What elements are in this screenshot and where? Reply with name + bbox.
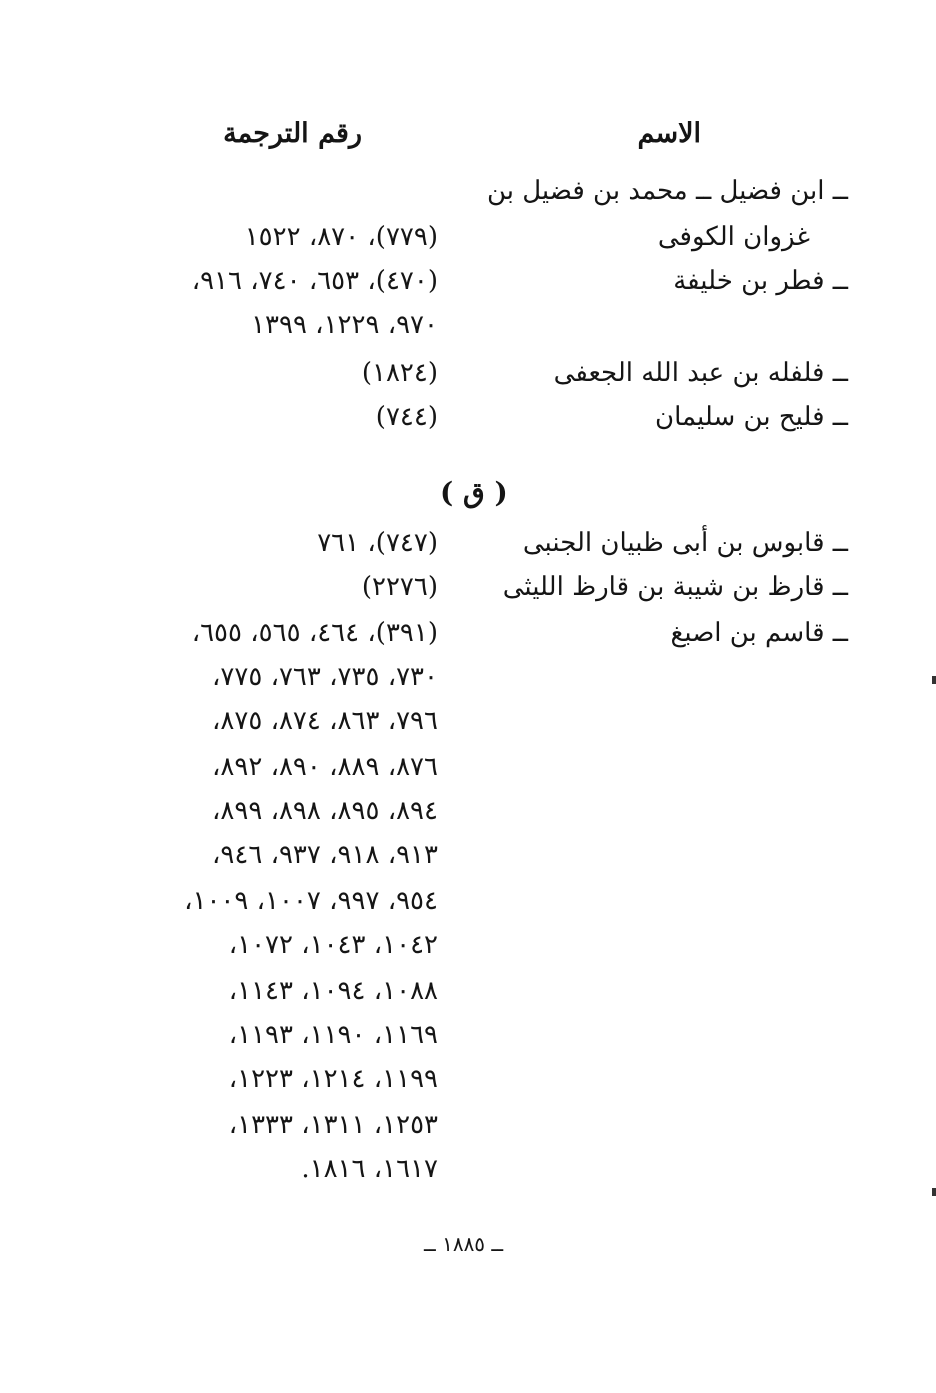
entry-numbers: ٧٩٦، ٨٦٣، ٨٧٤، ٨٧٥، [212,706,438,736]
entry-name: ــ فطر بن خليفة [673,266,848,296]
entry-name: ــ قارظ بن شيبة بن قارظ الليثى [502,572,848,602]
entry-numbers: ١٠٤٢، ١٠٤٣، ١٠٧٢، [228,930,438,960]
entry-numbers: ٩١٣، ٩١٨، ٩٣٧، ٩٤٦، [212,840,438,870]
entry-name: ــ فليح بن سليمان [654,402,848,432]
section-heading: ( ق ) [440,476,508,509]
entry-numbers: (١٨٢٤) [361,358,438,388]
entry-numbers: ٨٧٦، ٨٨٩، ٨٩٠، ٨٩٢، [212,752,438,782]
entry-name: ــ فلفله بن عبد الله الجعفى [553,358,848,388]
entry-numbers: (٢٢٧٦) [361,572,438,602]
entry-numbers: ٩٥٤، ٩٩٧، ١٠٠٧، ١٠٠٩، [184,886,438,916]
entry-numbers: (٣٩١)، ٤٦٤، ٥٦٥، ٦٥٥، [191,618,438,648]
entry-numbers: (٧٧٩)، ٨٧٠، ١٥٢٢ [244,222,438,252]
entry-numbers: ١١٦٩، ١١٩٠، ١١٩٣، [228,1020,438,1050]
scan-mark [932,1188,936,1196]
entry-numbers: ٧٣٠، ٧٣٥، ٧٦٣، ٧٧٥، [212,662,438,692]
entry-numbers: (٧٤٧)، ٧٦١ [317,528,438,558]
entry-name: ــ قابوس بن أبى ظبيان الجنبى [522,528,848,558]
entry-numbers: ١٢٥٣، ١٣١١، ١٣٣٣، [228,1110,438,1140]
number-column-header: رقم الترجمة [223,118,362,149]
scan-mark [932,676,936,684]
entry-name: ــ ابن فضيل ــ محمد بن فضيل بن [486,176,848,206]
name-column-header: الاسم [637,118,701,149]
entry-name: غزوان الكوفى [657,222,810,252]
entry-numbers: ٩٧٠، ١٢٢٩، ١٣٩٩ [251,310,438,340]
entry-numbers: ١١٩٩، ١٢١٤، ١٢٢٣، [228,1064,438,1094]
entry-numbers: ١٦١٧، ١٨١٦. [301,1154,438,1184]
page-number: ــ ١٨٨٥ ــ [424,1232,504,1256]
entry-numbers: ١٠٨٨، ١٠٩٤، ١١٤٣، [228,976,438,1006]
entry-numbers: (٤٧٠)، ٦٥٣، ٧٤٠، ٩١٦، [191,266,438,296]
entry-numbers: (٧٤٤) [375,402,438,432]
entry-name: ــ قاسم بن اصبغ [670,618,848,648]
entry-numbers: ٨٩٤، ٨٩٥، ٨٩٨، ٨٩٩، [212,796,438,826]
